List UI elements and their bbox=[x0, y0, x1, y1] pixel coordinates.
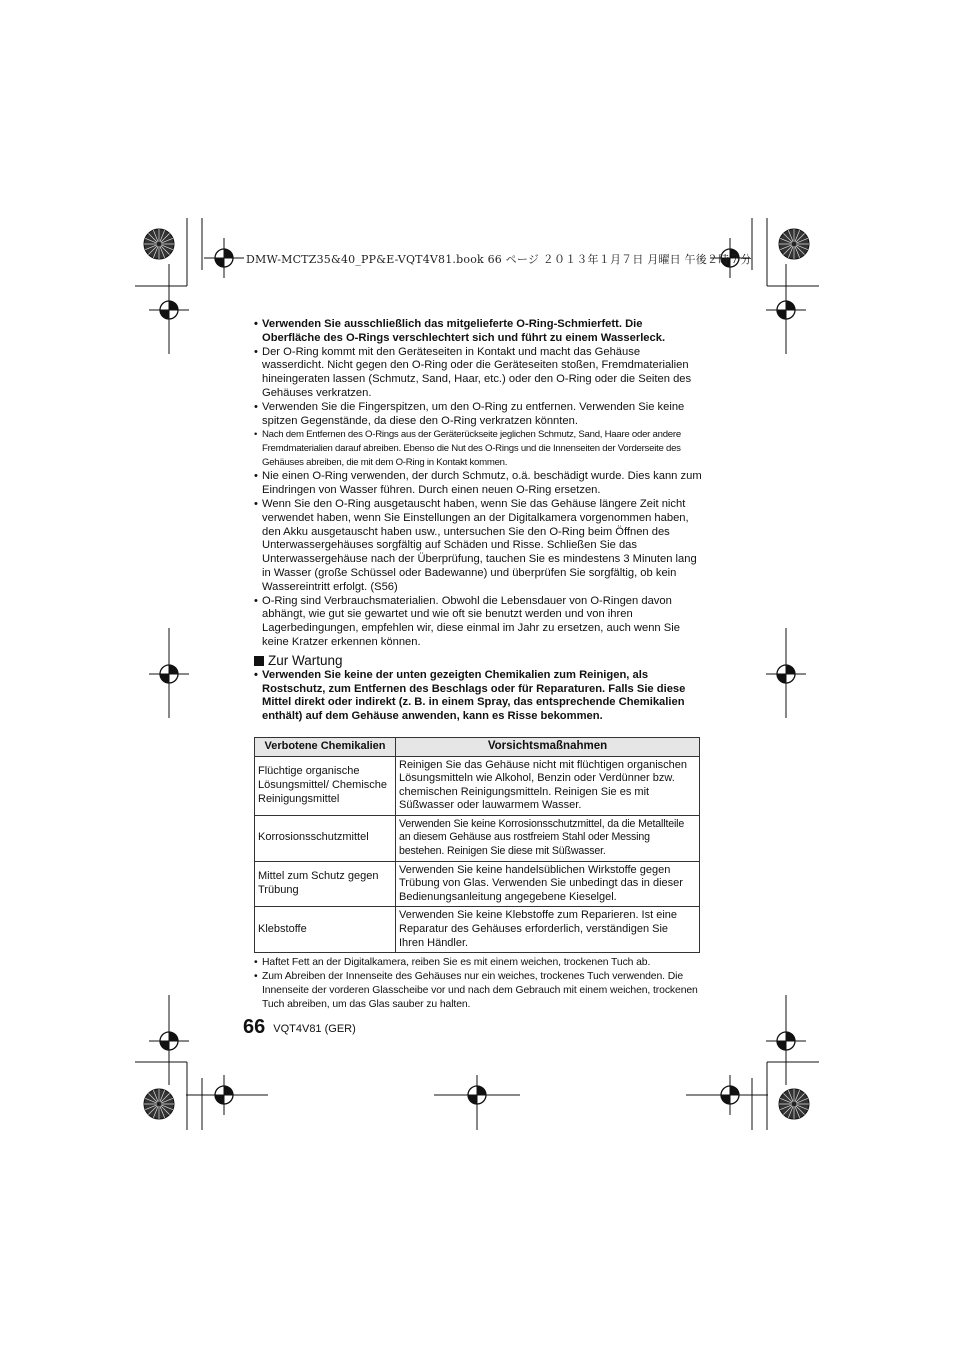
column-header: Verbotene Chemikalien bbox=[255, 737, 396, 756]
bullet-item: • Wenn Sie den O-Ring ausgetauscht haben, wenn Sie das Gehäuse längere Zeit nicht verwendet haben, wenn Sie Einstellungen an der Digitalkamera vorgenommen haben, den Akku ausgetauscht haben usw., untersuchen Sie den O-Ring beim Öffnen des Unterwassergehäuses sorgfältig auf Schäden und Risse. Schließen Sie das Unterwassergehäuse nach der Überprüfung, tauchen Sie es mindestens 3 Minuten lang in Wasser (große Schüssel oder Badewanne) und überprüfen Sie sorgfältig, ob kein Wassereintritt erfolgt. (S56) bbox=[254, 498, 702, 595]
table-cell: Klebstoffe bbox=[255, 907, 396, 953]
bullet-item: • Verwenden Sie ausschließlich das mitgelieferte O-Ring-Schmierfett. Die Oberfläche des O-Rings verschlechtert sich und führt zu einem Wasserleck. bbox=[254, 318, 702, 346]
print-header: DMW-MCTZ35&40_PP&E-VQT4V81.book 66 ページ ２０１３年１月７日 月曜日 午後２時７分 bbox=[246, 253, 752, 266]
bullet-item: • Der O-Ring kommt mit den Geräteseiten in Kontakt und macht das Gehäuse wasserdicht. Nicht gegen den O-Ring oder die Geräteseiten stoßen, Fremdmaterialien hineingeraten lassen (Schmutz, Sand, Haar, etc.) oder den O-Ring oder die Seiten des Gehäuses verkratzen. bbox=[254, 346, 702, 401]
table-row bbox=[255, 815, 700, 861]
warning-text: • Verwenden Sie keine der unten gezeigten Chemikalien zum Reinigen, als Rostschutz, zum Entfernen des Beschlags oder für Reparaturen. Falls Sie diese Mittel direkt oder indirekt (z. B. in einem Spray, das entsprechende Chemikalien enthält) auf dem Gehäuse anwenden, kann es Risse bekommen. bbox=[254, 669, 702, 724]
page-number: 66 bbox=[243, 1016, 266, 1038]
bullet-item: • O-Ring sind Verbrauchsmaterialien. Obwohl die Lebensdauer von O-Ringen davon abhängt, wie gut sie gewartet und wie oft sie benutzt werden und von ihren Lagerbedingungen, empfehlen wir, diese einmal im Jahr zu ersetzen, auch wenn Sie keine Kratzer erkennen können. bbox=[254, 595, 702, 650]
page-footer bbox=[243, 1016, 356, 1039]
bullet-item: • Nach dem Entfernen des O-Rings aus der Geräterückseite jeglichen Schmutz, Sand, Haare oder andere Fremdmaterialien darauf abreiben. Ebenso die Nut des O-Rings und die Innenseiten der Vorderseite des Gehäuses abreiben, die mit dem O-Ring in Kontakt kommen. bbox=[254, 428, 702, 470]
bullet-item: • Nie einen O-Ring verwenden, der durch Schmutz, o.ä. beschädigt wurde. Dies kann zum Eindringen von Wasser führen. Durch einen neuen O-Ring ersetzen. bbox=[254, 470, 702, 498]
table-cell: Flüchtige organische Lösungsmittel/ Chemische Reinigungsmittel bbox=[255, 756, 396, 815]
table-row bbox=[255, 756, 700, 815]
bullet-list-bottom bbox=[254, 956, 702, 1012]
square-bullet-icon bbox=[254, 656, 264, 666]
table-cell: Mittel zum Schutz gegen Trübung bbox=[255, 861, 396, 907]
table-cell: Reinigen Sie das Gehäuse nicht mit flüchtigen organischen Lösungsmitteln wie Alkohol, Benzin oder Verdünner bzw. chemischen Reinigungsmitteln. Reinigen Sie es mit Süßwasser oder lauwarmem Wasser. bbox=[396, 756, 700, 815]
table-cell: Verwenden Sie keine Klebstoffe zum Reparieren. Ist eine Reparatur des Gehäuses erforderlich, verständigen Sie Ihren Händler. bbox=[396, 907, 700, 953]
table-row bbox=[255, 861, 700, 907]
page-content bbox=[254, 318, 702, 1012]
section-title: Zur Wartung bbox=[268, 652, 343, 668]
table-header-row bbox=[255, 737, 700, 756]
table-cell: Korrosionsschutzmittel bbox=[255, 815, 396, 861]
bullet-list-top bbox=[254, 318, 702, 650]
doc-code: VQT4V81 (GER) bbox=[273, 1023, 356, 1035]
bullet-item: • Zum Abreiben der Innenseite des Gehäuses nur ein weiches, trockenes Tuch verwenden. Die Innenseite der vorderen Glasscheibe vor und nach dem Gebrauch mit einem weichen, trockenen Tuch abreiben, um das Glas sauber zu halten. bbox=[254, 970, 702, 1012]
table-cell: Verwenden Sie keine handelsüblichen Wirkstoffe gegen Trübung von Glas. Verwenden Sie unbedingt das in dieser Bedienungsanleitung angegebene Kieselgel. bbox=[396, 861, 700, 907]
table-cell: Verwenden Sie keine Korrosionsschutzmittel, da die Metallteile an diesem Gehäuse aus rostfreiem Stahl oder Messing bestehen. Reinigen Sie diese mit Süßwasser. bbox=[396, 815, 700, 861]
bullet-item: • Haftet Fett an der Digitalkamera, reiben Sie es mit einem weichen, trockenen Tuch ab. bbox=[254, 956, 702, 970]
table-row bbox=[255, 907, 700, 953]
chemicals-table bbox=[254, 737, 700, 953]
section-heading bbox=[254, 653, 702, 669]
column-header: Vorsichtsmaßnahmen bbox=[396, 737, 700, 756]
bullet-item: • Verwenden Sie die Fingerspitzen, um den O-Ring zu entfernen. Verwenden Sie keine spitzen Gegenstände, da diese den O-Ring verkratzen könnten. bbox=[254, 401, 702, 429]
